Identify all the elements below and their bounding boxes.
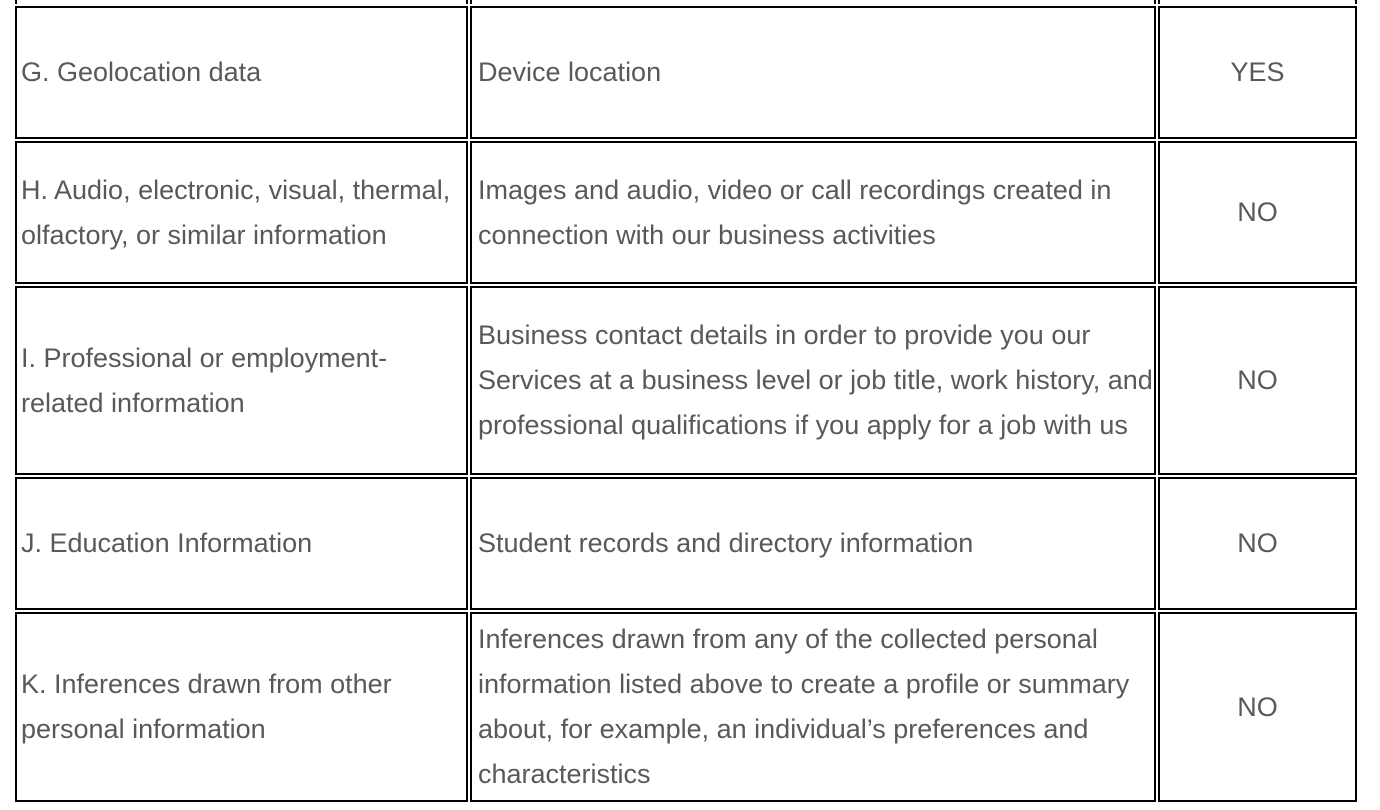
examples-text: Business contact details in order to provide you our Services at a business level or job title, work history, and professional qualifications if you apply for a job with us [478, 320, 1153, 440]
table-row [15, 286, 1357, 475]
collected-value: YES [1230, 57, 1285, 87]
collected-value: NO [1237, 528, 1278, 558]
collected-cell [1158, 477, 1357, 610]
examples-cell [470, 612, 1156, 802]
examples-text: Device location [478, 57, 662, 87]
examples-text: Student records and directory information [478, 528, 974, 558]
examples-cell [470, 286, 1156, 475]
table-cell-stub [15, 0, 468, 4]
collected-value: NO [1237, 365, 1278, 395]
category-cell [15, 612, 468, 802]
examples-cell [470, 141, 1156, 284]
collected-cell [1158, 612, 1357, 802]
table-cell-stub [470, 0, 1156, 4]
category-cell [15, 141, 468, 284]
collected-value: NO [1237, 691, 1278, 722]
category-text: K. Inferences drawn from other personal information [21, 669, 392, 744]
table-row [15, 612, 1357, 802]
collected-value: NO [1237, 197, 1278, 227]
collected-cell [1158, 286, 1357, 475]
collected-cell [1158, 141, 1357, 284]
examples-cell [470, 477, 1156, 610]
table-row [15, 141, 1357, 284]
category-cell [15, 286, 468, 475]
examples-text: Images and audio, video or call recordings created in connection with our business activities [478, 174, 1112, 250]
category-text: G. Geolocation data [21, 57, 262, 87]
category-text: H. Audio, electronic, visual, thermal, olfactory, or similar information [21, 174, 451, 250]
table-cell-stub [1158, 0, 1357, 4]
category-text: J. Education Information [21, 528, 313, 558]
examples-text: Inferences drawn from any of the collected personal information listed above to create a profile or summary about, for example, an individual’s preferences and characteristics [478, 624, 1130, 789]
category-cell [15, 6, 468, 139]
examples-cell [470, 6, 1156, 139]
category-text: I. Professional or employment-related information [21, 342, 388, 418]
table-row [15, 477, 1357, 610]
table-row [15, 6, 1357, 139]
collected-cell [1158, 6, 1357, 139]
category-cell [15, 477, 468, 610]
